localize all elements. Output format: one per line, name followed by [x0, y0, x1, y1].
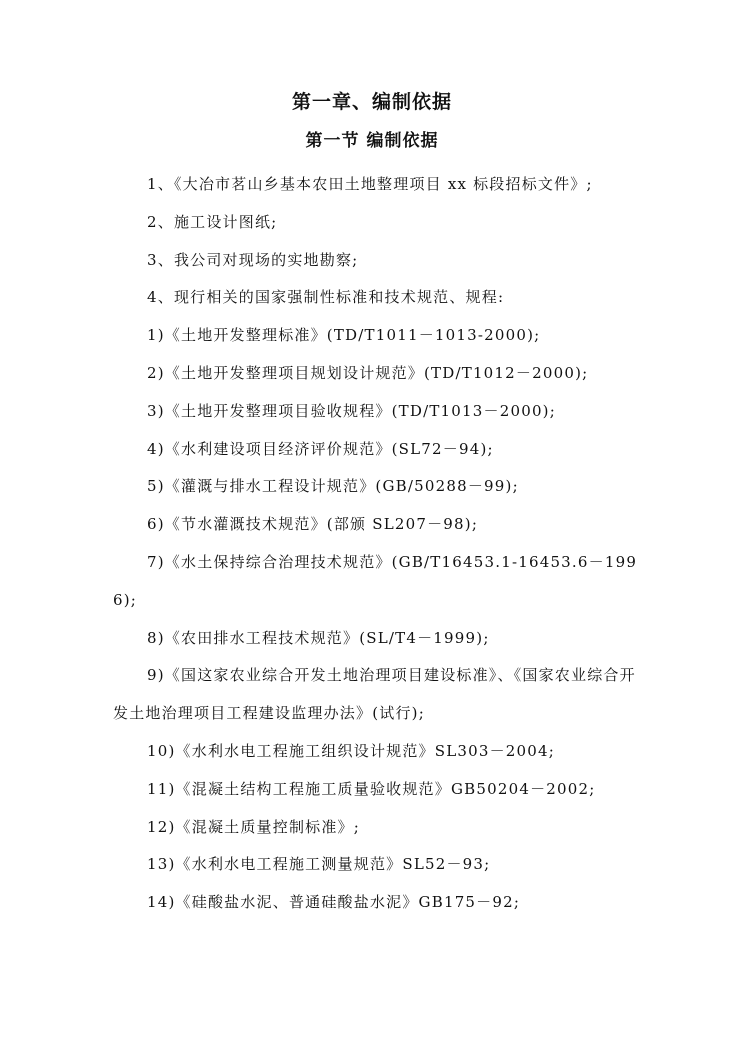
list-item: 4、现行相关的国家强制性标准和技术规范、规程: [147, 288, 505, 307]
basis-list [113, 166, 641, 922]
list-item: 10)《水利水电工程施工组织设计规范》SL303－2004; [147, 741, 556, 760]
list-item: 11)《混凝土结构工程施工质量验收规范》GB50204－2002; [147, 779, 596, 798]
list-item: 9)《国这家农业综合开发土地治理项目建设标准》、《国家农业综合开发土地治理项目工程建设监理办法》(试行); [113, 666, 636, 723]
chapter-title: 第一章、编制依据 [291, 91, 452, 113]
list-item: 5)《灌溉与排水工程设计规范》(GB/50288－99); [147, 477, 519, 496]
list-item: 3)《土地开发整理项目验收规程》(TD/T1013－2000); [147, 401, 556, 420]
list-item: 1、《大冶市茗山乡基本农田土地整理项目 xx 标段招标文件》; [147, 175, 593, 193]
list-item: 6)《节水灌溉技术规范》(部颁 SL207－98); [147, 515, 479, 534]
list-item: 2)《土地开发整理项目规划设计规范》(TD/T1012－2000); [147, 363, 589, 382]
list-item: 1)《土地开发整理标准》(TD/T1011－1013-2000); [147, 326, 541, 345]
list-item: 14)《硅酸盐水泥、普通硅酸盐水泥》GB175－92; [147, 893, 521, 912]
list-item: 2、施工设计图纸; [147, 212, 278, 231]
list-item: 8)《农田排水工程技术规范》(SL/T4－1999); [147, 628, 490, 647]
list-item: 7)《水土保持综合治理技术规范》(GB/T16453.1-16453.6－1996); [113, 552, 638, 609]
section-title: 第一节 编制依据 [305, 131, 439, 151]
list-item: 4)《水利建设项目经济评价规范》(SL72－94); [147, 439, 494, 458]
list-item: 3、我公司对现场的实地勘察; [147, 250, 359, 269]
list-item: 12)《混凝土质量控制标准》; [147, 817, 360, 836]
list-item: 13)《水利水电工程施工测量规范》SL52－93; [147, 855, 491, 874]
